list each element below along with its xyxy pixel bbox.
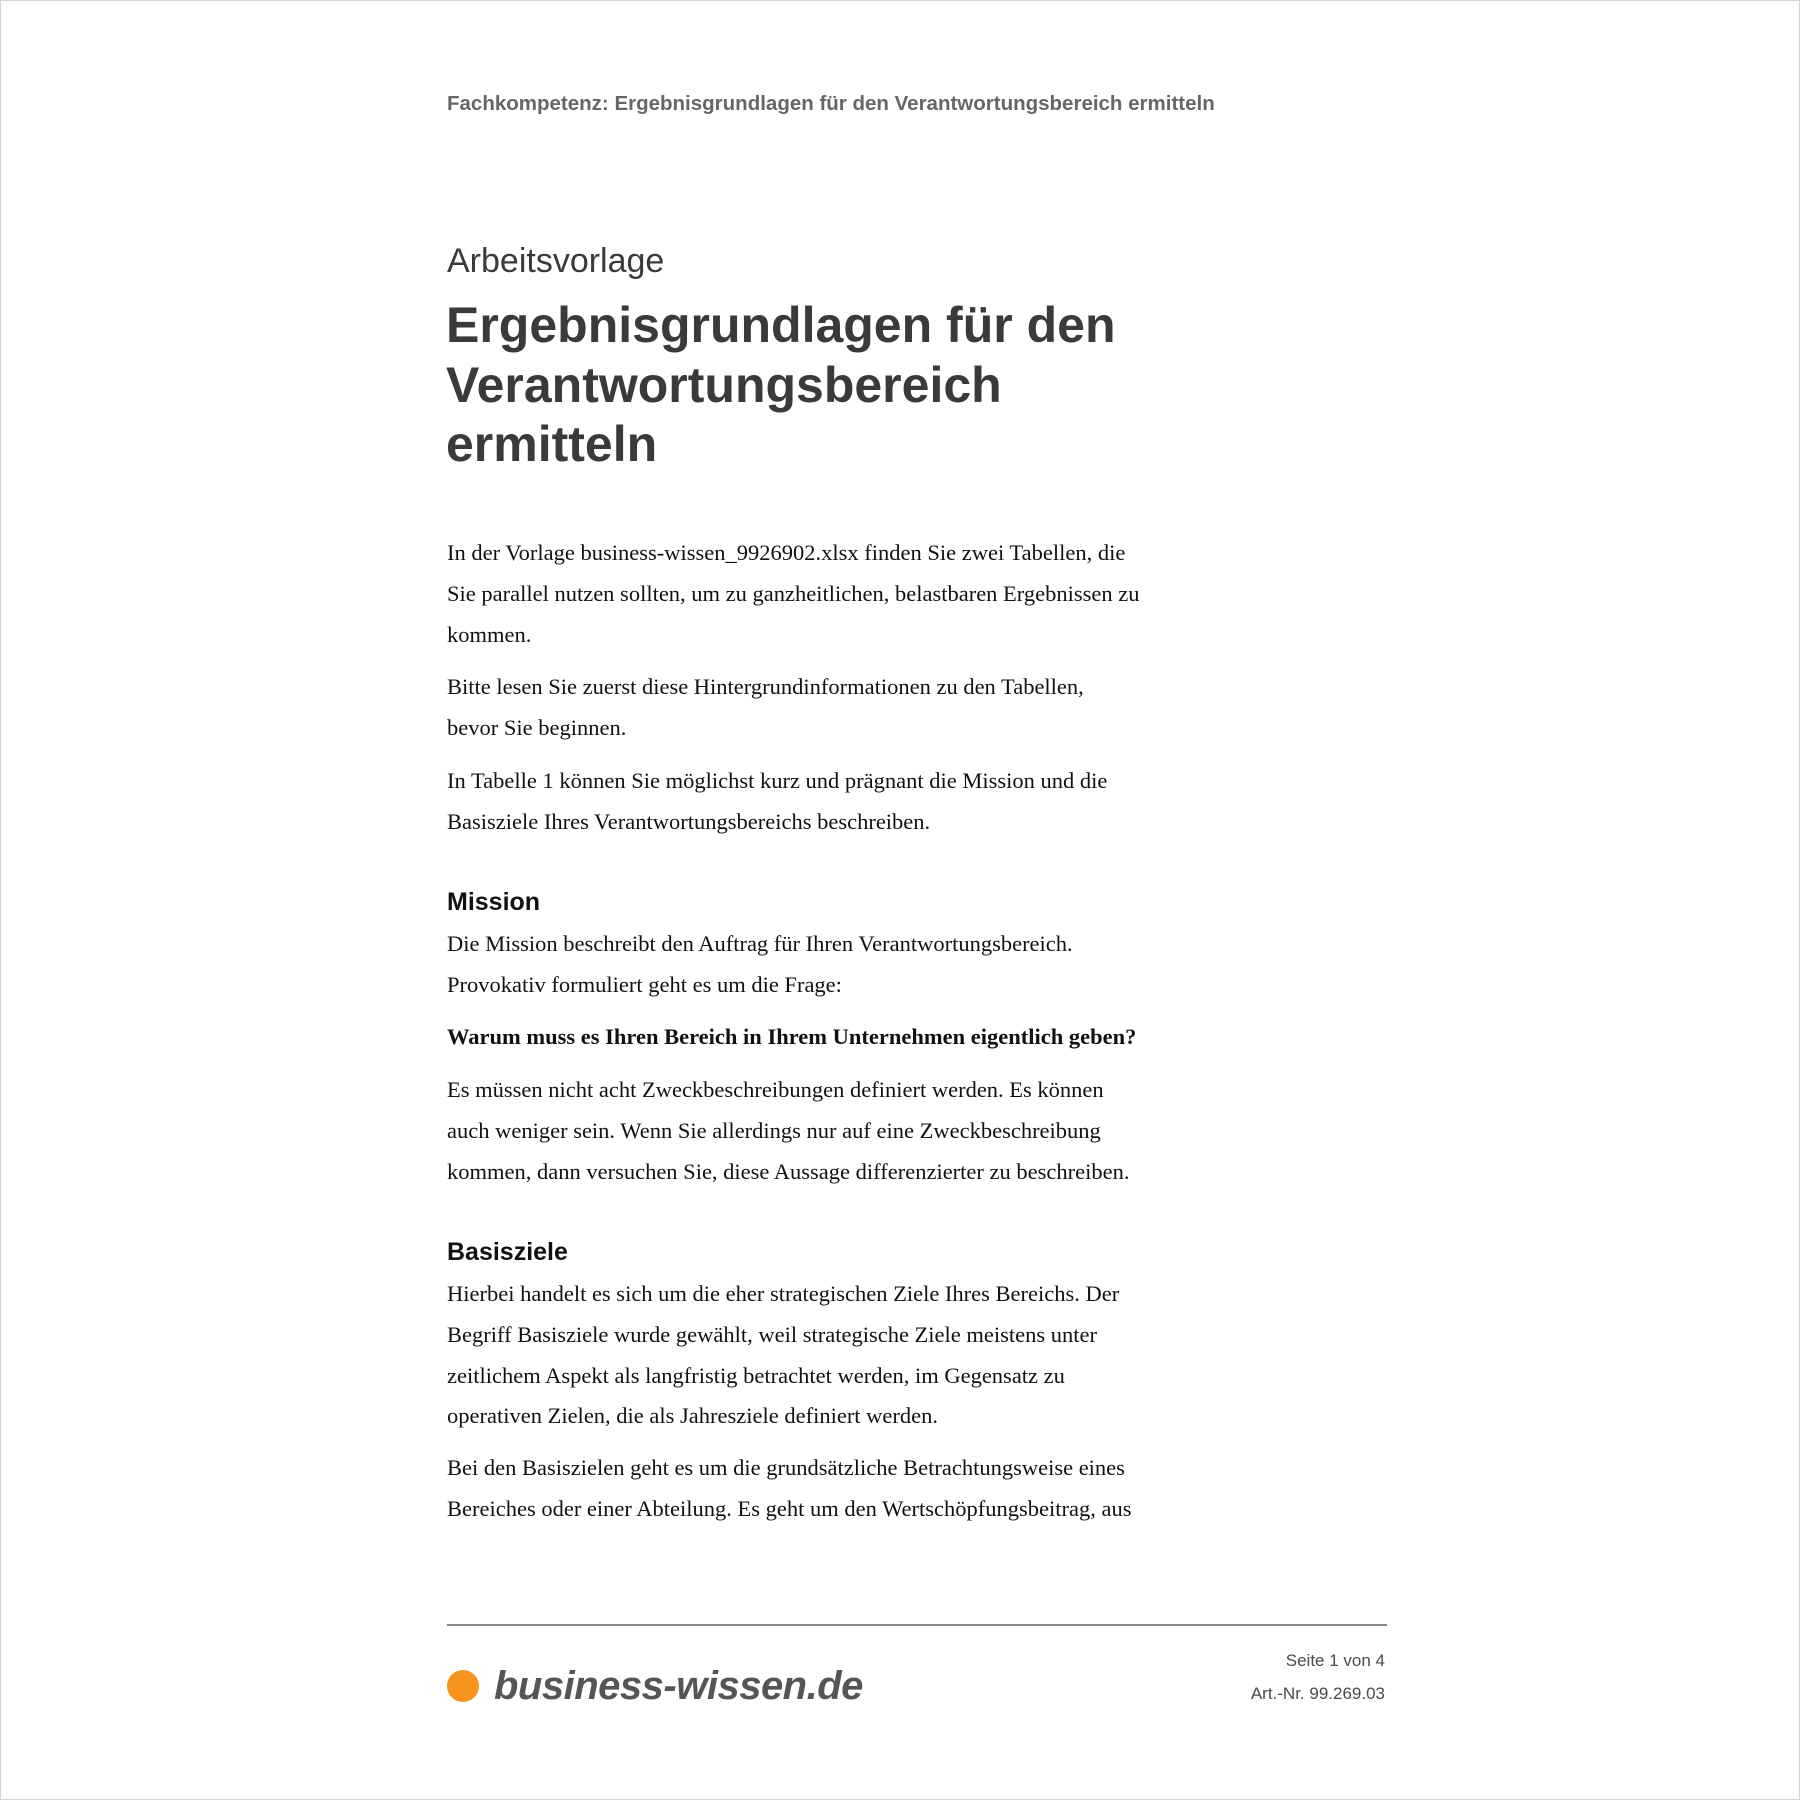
running-header: Fachkompetenz: Ergebnisgrundlagen für den Verantwortungsbereich ermitteln	[447, 92, 1215, 115]
intro-paragraph-3	[447, 761, 1187, 843]
text-line: Hierbei handelt es sich um die eher strategischen Ziele Ihres Bereichs. Der	[447, 1281, 1120, 1306]
text-line: In der Vorlage business-wissen_9926902.xlsx finden Sie zwei Tabellen, die	[447, 540, 1126, 565]
business-wissen-logo	[447, 1663, 863, 1709]
text-line: operativen Zielen, die als Jahresziele definiert werden.	[447, 1403, 939, 1429]
text-line: Bei den Basiszielen geht es um die grundsätzliche Betrachtungsweise eines	[447, 1455, 1125, 1480]
basisziele-paragraph-2	[447, 1448, 1187, 1530]
text-line: Warum muss es Ihren Bereich in Ihrem Unternehmen eigentlich geben?	[447, 1024, 1137, 1049]
title-line: Verantwortungsbereich	[446, 356, 1002, 413]
text-line: kommen, dann versuchen Sie, diese Aussage differenzierter zu beschreiben.	[447, 1158, 1130, 1184]
text-line: Basisziele Ihres Verantwortungsbereichs beschreiben.	[447, 808, 931, 834]
text-line: In Tabelle 1 können Sie möglichst kurz und prägnant die Mission und die	[447, 768, 1108, 793]
text-line: zeitlichem Aspekt als langfristig betrachtet werden, im Gegensatz zu	[447, 1362, 1065, 1388]
intro-paragraph-1	[447, 533, 1187, 655]
section-heading-mission: Mission	[447, 888, 541, 916]
title-line: ermitteln	[446, 416, 658, 472]
text-line: Es müssen nicht acht Zweckbeschreibungen definiert werden. Es können	[447, 1077, 1104, 1102]
text-line: Sie parallel nutzen sollten, um zu ganzheitlichen, belastbaren Ergebnissen zu	[447, 580, 1140, 606]
document-title	[446, 296, 1206, 475]
text-line: Provokativ formuliert geht es um die Frage:	[447, 971, 842, 997]
logo-text: business-wissen.de	[494, 1663, 863, 1708]
section-heading-basisziele: Basisziele	[447, 1238, 568, 1266]
mission-question	[447, 1017, 1187, 1058]
text-line: Bereiches oder einer Abteilung. Es geht um den Wertschöpfungsbeitrag, aus	[447, 1495, 1132, 1521]
text-line: Begriff Basisziele wurde gewählt, weil strategische Ziele meistens unter	[447, 1321, 1097, 1347]
basisziele-paragraph-1	[447, 1274, 1187, 1437]
intro-paragraph-2	[447, 667, 1187, 749]
document-kicker: Arbeitsvorlage	[447, 242, 665, 280]
text-line: Die Mission beschreibt den Auftrag für Ihren Verantwortungsbereich.	[447, 931, 1073, 956]
footer-divider	[447, 1624, 1387, 1626]
text-line: auch weniger sein. Wenn Sie allerdings nur auf eine Zweckbeschreibung	[447, 1117, 1101, 1143]
mission-paragraph-1	[447, 924, 1187, 1006]
title-line: Ergebnisgrundlagen für den	[446, 297, 1116, 353]
logo-dot-icon	[447, 1670, 479, 1702]
page-number: Seite 1 von 4	[1285, 1651, 1385, 1670]
text-line: kommen.	[447, 621, 532, 647]
article-number: Art.-Nr. 99.269.03	[1250, 1684, 1385, 1703]
text-line: Bitte lesen Sie zuerst diese Hintergrundinformationen zu den Tabellen,	[447, 674, 1084, 699]
mission-paragraph-2	[447, 1070, 1187, 1192]
text-line: bevor Sie beginnen.	[447, 714, 627, 740]
